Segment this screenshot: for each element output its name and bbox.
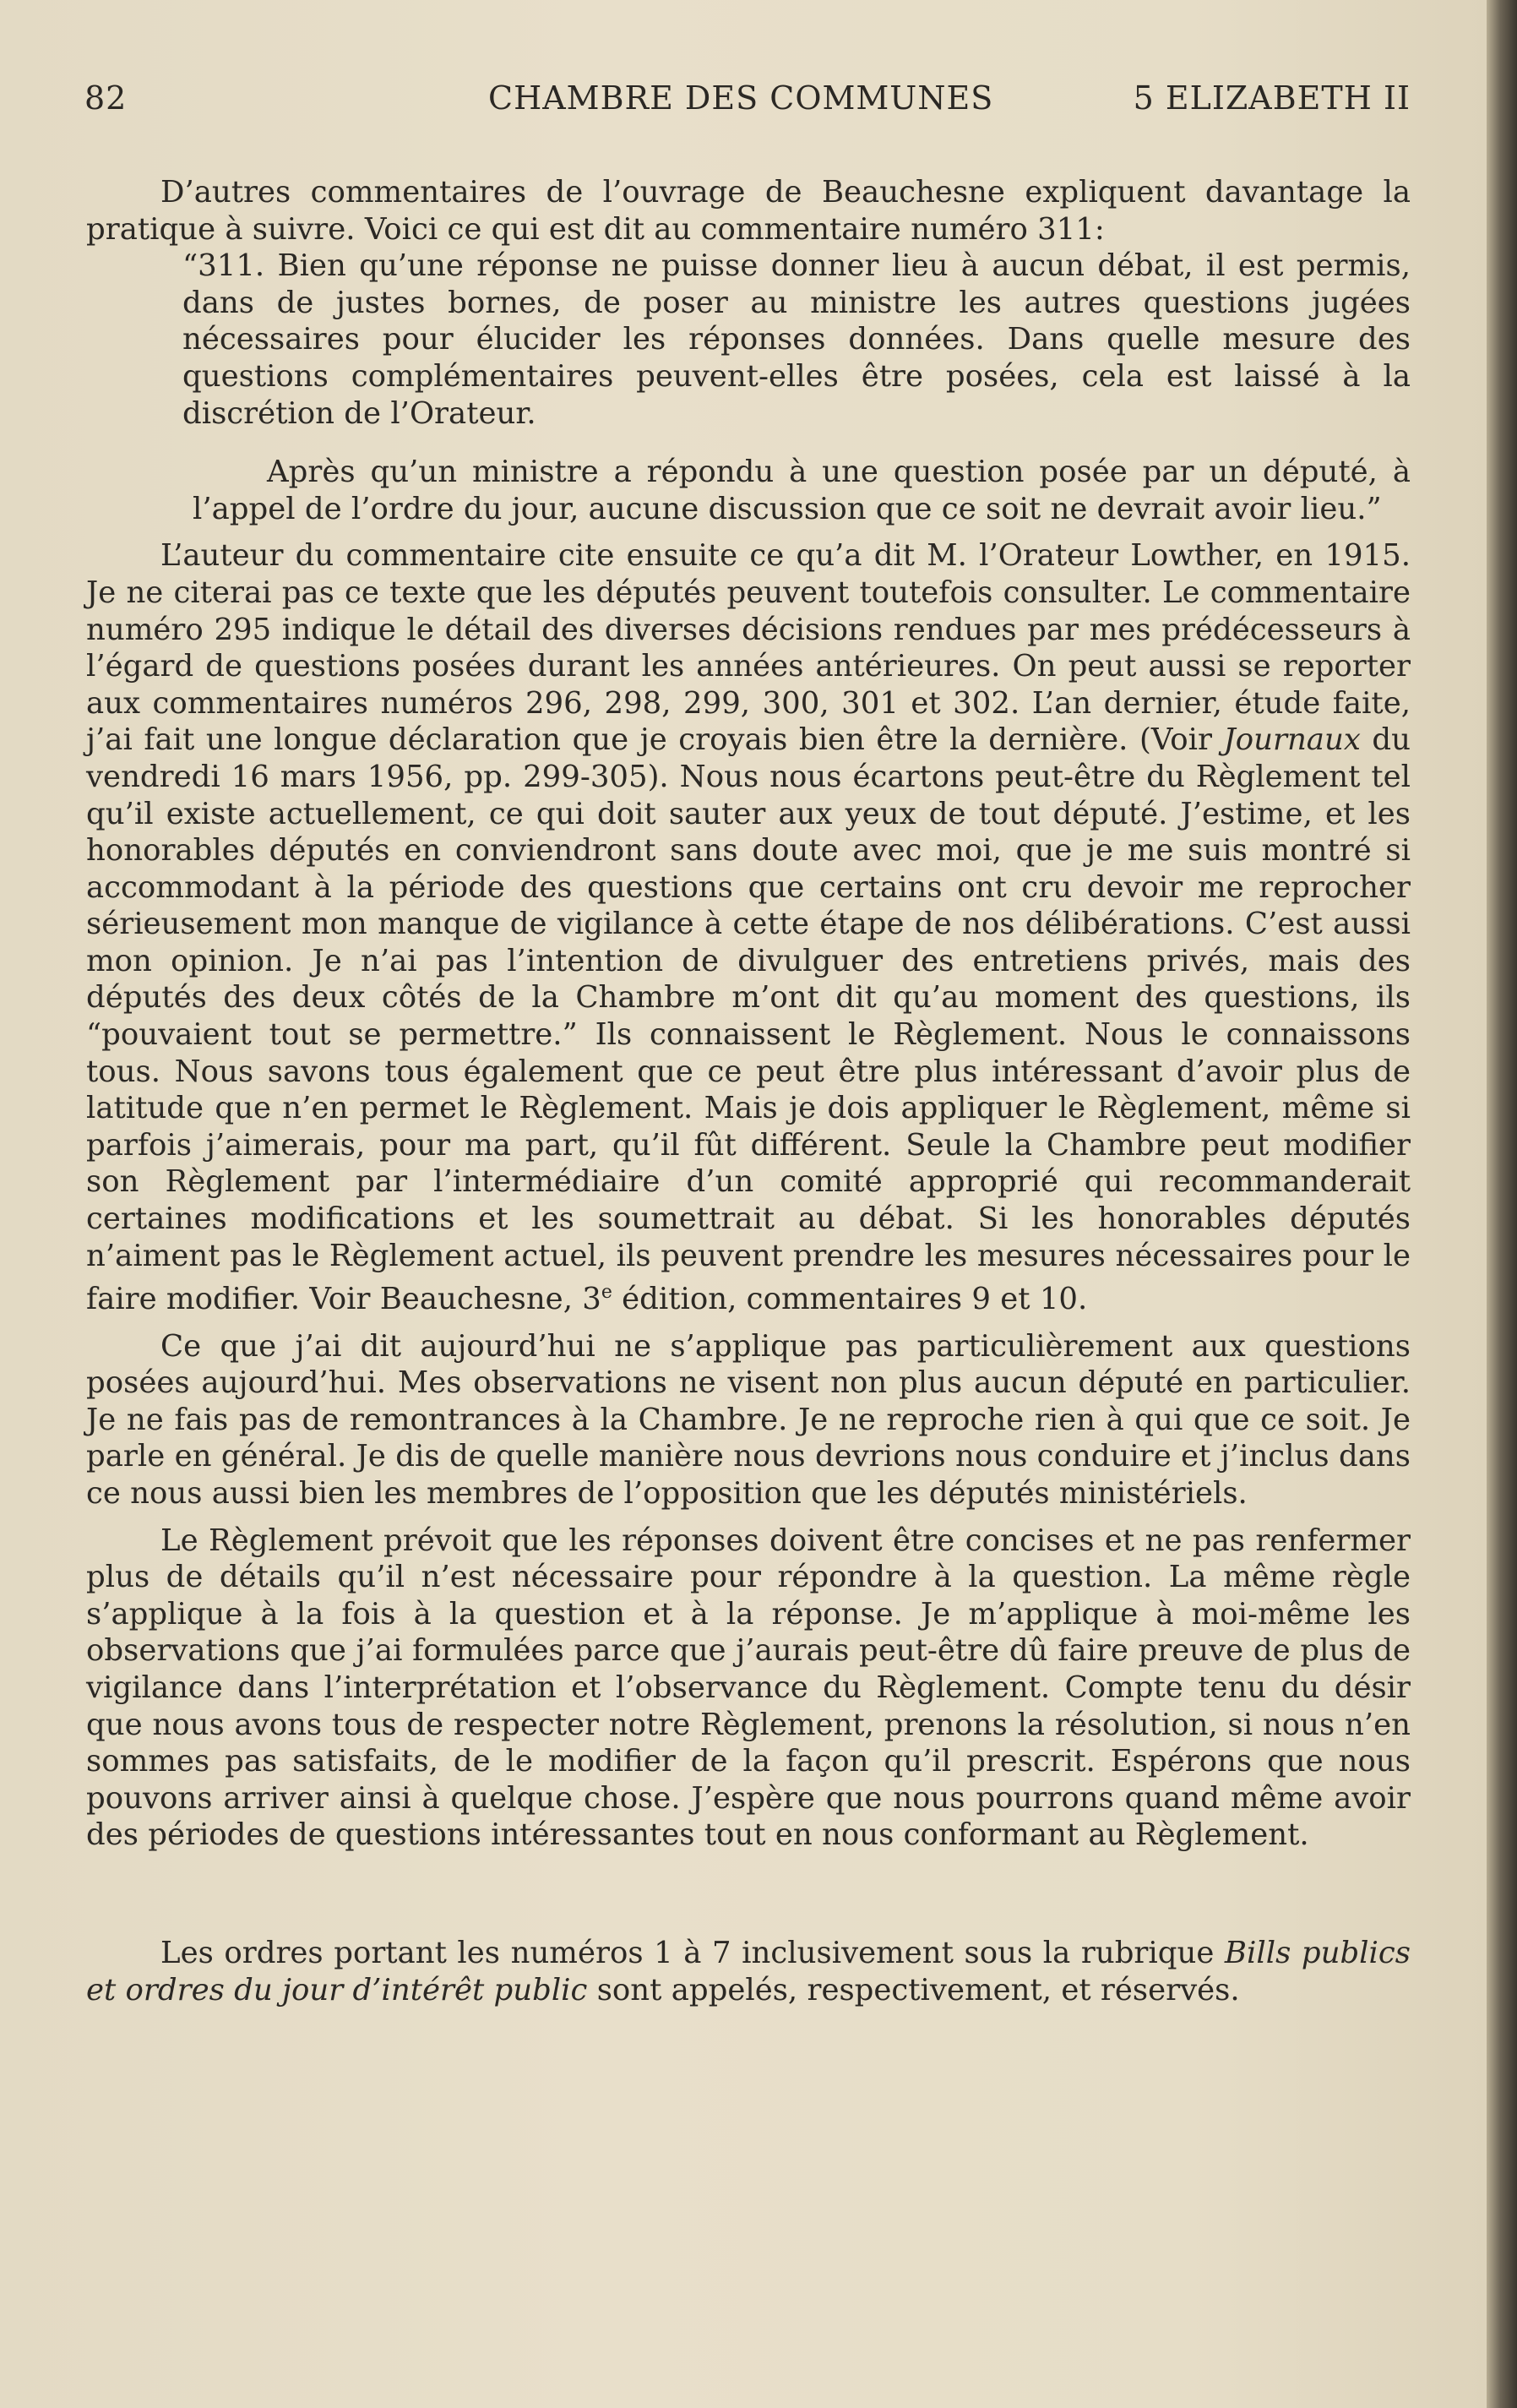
page-number: 82 bbox=[84, 79, 128, 117]
edition-superscript: e bbox=[601, 1282, 612, 1304]
paragraph-commentary-text-2: du vendredi 16 mars 1956, pp. 299-305). Nous nous écartons peut-être du Règlement tel qu’il existe actuellement, ce qui doit sauter aux yeux de tout député. J’estime, et les honorables députés en conviendront sans doute avec moi, que je me suis montré si accommodant à la période des questions que certains ont cru devoir me reprocher sérieusement mon manque de vigilance à cette étape de nos délibérations. C’est aussi mon opinion. Je n’ai pas l’intention de divulguer des entretiens privés, mais des députés des deux côtés de la Chambre m’ont dit qu’au moment des questions, ils “pouvaient tout se permettre.” Ils connaissent le Règlement. Nous le connaissons tous. Nous savons tous également que ce peut être plus intéressant d’avoir plus de latitude que n’en permet le Règlement. Mais je dois appliquer le Règlement, même si parfois j’aimerais, pour ma part, qu’il fût différent. Seule la Chambre peut modifier son Règlement par l’intermédiaire d’un comité approprié qui recommanderait certaines modifications et les soumettrait au débat. Si les honorables députés n’aiment pas le Règlement actuel, ils peuvent prendre les mesures nécessaires pour le faire modifier. Voir Beauchesne, 3 bbox=[86, 722, 1411, 1317]
paragraph-commentary bbox=[86, 537, 1411, 1317]
body-text bbox=[86, 174, 1411, 2008]
paragraph-orders bbox=[86, 1935, 1411, 2008]
journaux-title: Journaux bbox=[1223, 722, 1361, 758]
block-quote bbox=[182, 248, 1411, 527]
paragraph-orders-text-2: sont appelés, respectivement, et réservés. bbox=[587, 1972, 1240, 2008]
header-reign: 5 ELIZABETH II bbox=[1133, 79, 1411, 117]
paragraph-commentary-text-3: édition, commentaires 9 et 10. bbox=[612, 1282, 1088, 1317]
paragraph-reglement: Le Règlement prévoit que les réponses doivent être concises et ne pas renfermer plus de détails qu’il n’est nécessaire pour répondre à la question. La même règle s’applique à la fois à la question et à la réponse. Je m’applique à moi-même les observations que j’ai formulées parce que j’aurais peut-être dû faire preuve de plus de vigilance dans l’interprétation et l’observance du Règlement. Compte tenu du désir que nous avons tous de respecter notre Règlement, prenons la résolution, si nous n’en sommes pas satisfaits, de le modifier de la façon qu’il prescrit. Espérons que nous pouvons arriver ainsi à quelque chose. J’espère que nous pourrons quand même avoir des périodes de questions intéressantes tout en nous conformant au Règlement. bbox=[86, 1523, 1411, 1853]
book-spine-edge bbox=[1487, 0, 1517, 2408]
running-header bbox=[84, 79, 1411, 122]
header-title: CHAMBRE DES COMMUNES bbox=[488, 79, 994, 117]
paragraph-intro: D’autres commentaires de l’ouvrage de Beauchesne expliquent davantage la pratique à suivre. Voici ce qui est dit au commentaire numéro 311: bbox=[86, 175, 1411, 247]
orders-rubric: Bills publics et ordres du jour d’intérêt public bbox=[86, 1935, 1411, 2008]
quote-paragraph-2: Après qu’un ministre a répondu à une question posée par un député, à l’appel de l’ordre du jour, aucune discussion que ce soit ne devrait avoir lieu.” bbox=[193, 455, 1411, 526]
paragraph-today: Ce que j’ai dit aujourd’hui ne s’applique pas particulièrement aux questions posées aujourd’hui. Mes observations ne visent non plus aucun député en particulier. Je ne fais pas de remontrances à la Chambre. Je ne reproche rien à qui que ce soit. Je parle en général. Je dis de quelle manière nous devrions nous conduire et j’inclus dans ce nous aussi bien les membres de l’opposition que les députés ministériels. bbox=[86, 1328, 1411, 1512]
paragraph-commentary-text-1: L’auteur du commentaire cite ensuite ce qu’a dit M. l’Orateur Lowther, en 1915. Je ne citerai pas ce texte que les députés peuvent toutefois consulter. Le commentaire numéro 295 indique le détail des diverses décisions rendues par mes prédécesseurs à l’égard de questions posées durant les années antérieures. On peut aussi se reporter aux commentaires numéros 296, 298, 299, 300, 301 et 302. L’an dernier, étude faite, j’ai fait une longue déclaration que je croyais bien être la dernière. (Voir bbox=[86, 538, 1411, 758]
paragraph-orders-text-1: Les ordres portant les numéros 1 à 7 inclusivement sous la rubrique bbox=[160, 1935, 1225, 1970]
quote-paragraph-311: “311. Bien qu’une réponse ne puisse donner lieu à aucun débat, il est permis, dans de justes bornes, de poser au ministre les autres questions jugées nécessaires pour élucider les réponses données. Dans quelle mesure des questions complémentaires peuvent-elles être posées, cela est laissé à la discrétion de l’Orateur. bbox=[182, 248, 1411, 431]
